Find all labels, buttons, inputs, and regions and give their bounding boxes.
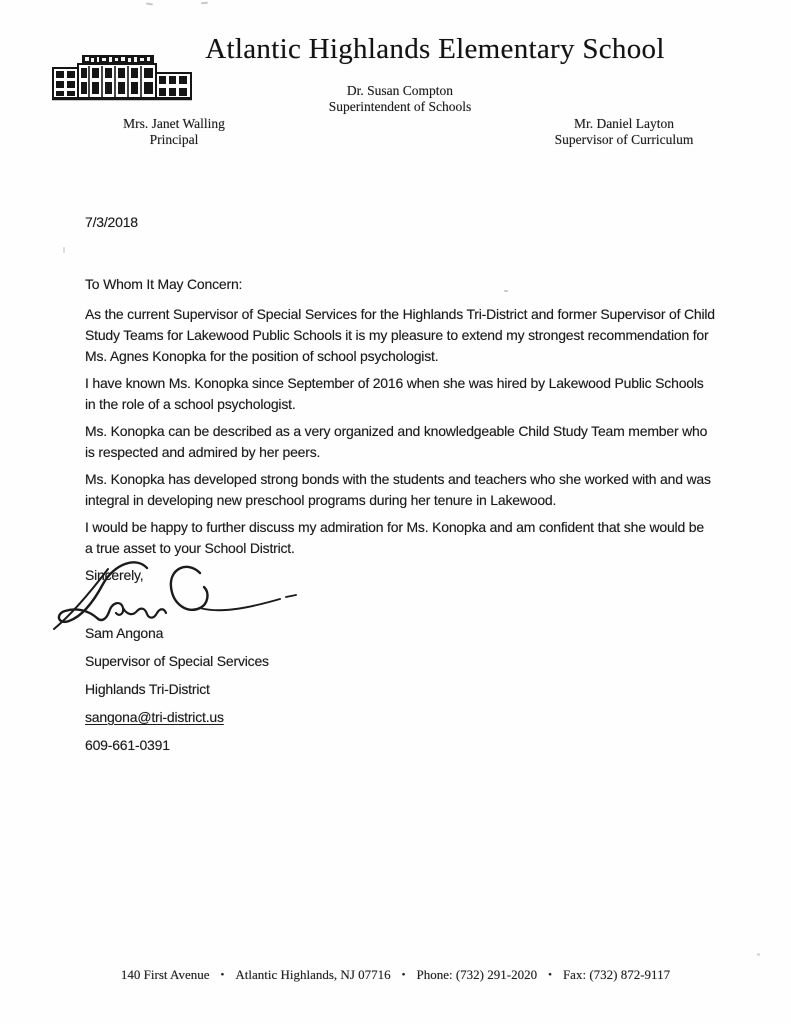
signer-email-line <box>85 707 715 728</box>
superintendent-title: Superintendent of Schools <box>328 98 472 114</box>
footer-address: 140 First Avenue <box>120 967 210 982</box>
principal-block <box>104 116 244 147</box>
salutation: To Whom It May Concern: <box>85 276 243 292</box>
footer-phone: Phone: (732) 291-2020 <box>416 967 538 982</box>
curriculum-supervisor-block <box>538 116 710 147</box>
scan-artifact <box>757 953 760 956</box>
letter-date: 7/3/2018 <box>85 214 138 230</box>
superintendent-block <box>300 83 500 114</box>
curriculum-supervisor-title: Supervisor of Curriculum <box>554 131 694 147</box>
signer-phone: 609-661-0391 <box>85 737 170 753</box>
signer-organization: Highlands Tri-District <box>85 681 210 697</box>
curriculum-supervisor-name: Mr. Daniel Layton <box>573 116 675 131</box>
paragraph-5: I would be happy to further discuss my admiration for Ms. Konopka and am confident that she would be a true asset to your School District. <box>85 519 704 556</box>
closing-valediction: Sincerely, <box>85 567 144 583</box>
footer-bullet: • <box>401 969 406 981</box>
scan-artifact <box>146 3 153 6</box>
paragraph-4: Ms. Konopka has developed strong bonds with the students and teachers who she worked with and was integral in developing new preschool programs during her tenure in Lakewood. <box>85 471 711 508</box>
signer-name: Sam Angona <box>85 625 164 641</box>
footer-city-state-zip: Atlantic Highlands, NJ 07716 <box>235 967 391 982</box>
footer-bullet: • <box>220 969 225 981</box>
school-building-logo-icon <box>52 55 192 101</box>
school-name-title: Atlantic Highlands Elementary School <box>205 33 665 65</box>
signer-email: sangona@tri-district.us <box>85 709 224 725</box>
paragraph-2: I have known Ms. Konopka since September of 2016 when she was hired by Lakewood Public Schools in the role of a school psychologist. <box>85 375 704 412</box>
letter-body <box>85 212 715 756</box>
principal-title: Principal <box>149 131 199 147</box>
superintendent-name: Dr. Susan Compton <box>346 83 454 98</box>
footer-fax: Fax: (732) 872-9117 <box>562 967 671 982</box>
scan-artifact <box>63 247 65 253</box>
signer-title: Supervisor of Special Services <box>85 653 269 669</box>
paragraph-1: As the current Supervisor of Special Services for the Highlands Tri-District and former Supervisor of Child Study Teams for Lakewood Public Schools it is my pleasure to extend my strongest recommendation for Ms. Agnes Konopka for the position of school psychologist. <box>85 306 715 364</box>
paragraph-3: Ms. Konopka can be described as a very organized and knowledgeable Child Study Team member who is respected and admired by her peers. <box>85 423 708 460</box>
principal-name: Mrs. Janet Walling <box>123 116 225 131</box>
footer-contact-line <box>0 967 791 983</box>
scan-artifact <box>201 2 208 5</box>
footer-bullet: • <box>548 969 552 981</box>
